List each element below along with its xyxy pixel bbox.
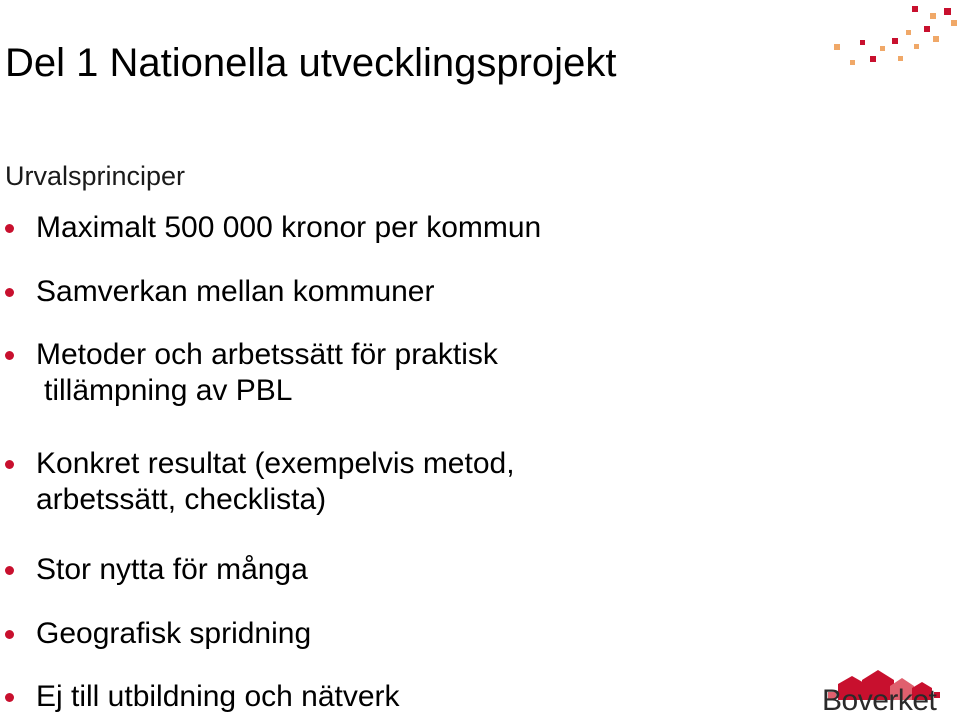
bullet-dot-icon xyxy=(5,288,14,297)
bullet-text: Metoder och arbetssätt för praktisk xyxy=(36,338,498,371)
boverket-logo-text: Boverket xyxy=(822,684,937,717)
bullet-text: Samverkan mellan kommuner xyxy=(36,275,435,308)
bullet-dot-icon xyxy=(5,224,14,233)
bullet-dot-icon xyxy=(5,460,14,469)
bullet-text: Maximalt 500 000 kronor per kommun xyxy=(36,211,542,244)
scattered-squares-icon xyxy=(820,0,960,80)
bullet-text: Ej till utbildning och nätverk xyxy=(36,680,400,713)
bullet-text-continued: arbetssätt, checklista) xyxy=(36,483,327,516)
bullet-text: Stor nytta för många xyxy=(36,553,308,586)
bullet-dot-icon xyxy=(5,351,14,360)
bullet-text-continued: tillämpning av PBL xyxy=(44,374,293,407)
bullet-dot-icon xyxy=(5,566,14,575)
slide-subtitle: Urvalsprinciper xyxy=(5,161,186,191)
bullet-dot-icon xyxy=(5,630,14,639)
bullet-dot-icon xyxy=(5,693,14,702)
slide-title: Del 1 Nationella utvecklingsprojekt xyxy=(5,41,617,85)
bullet-text: Konkret resultat (exempelvis metod, xyxy=(36,447,515,480)
bullet-text: Geografisk spridning xyxy=(36,617,312,650)
